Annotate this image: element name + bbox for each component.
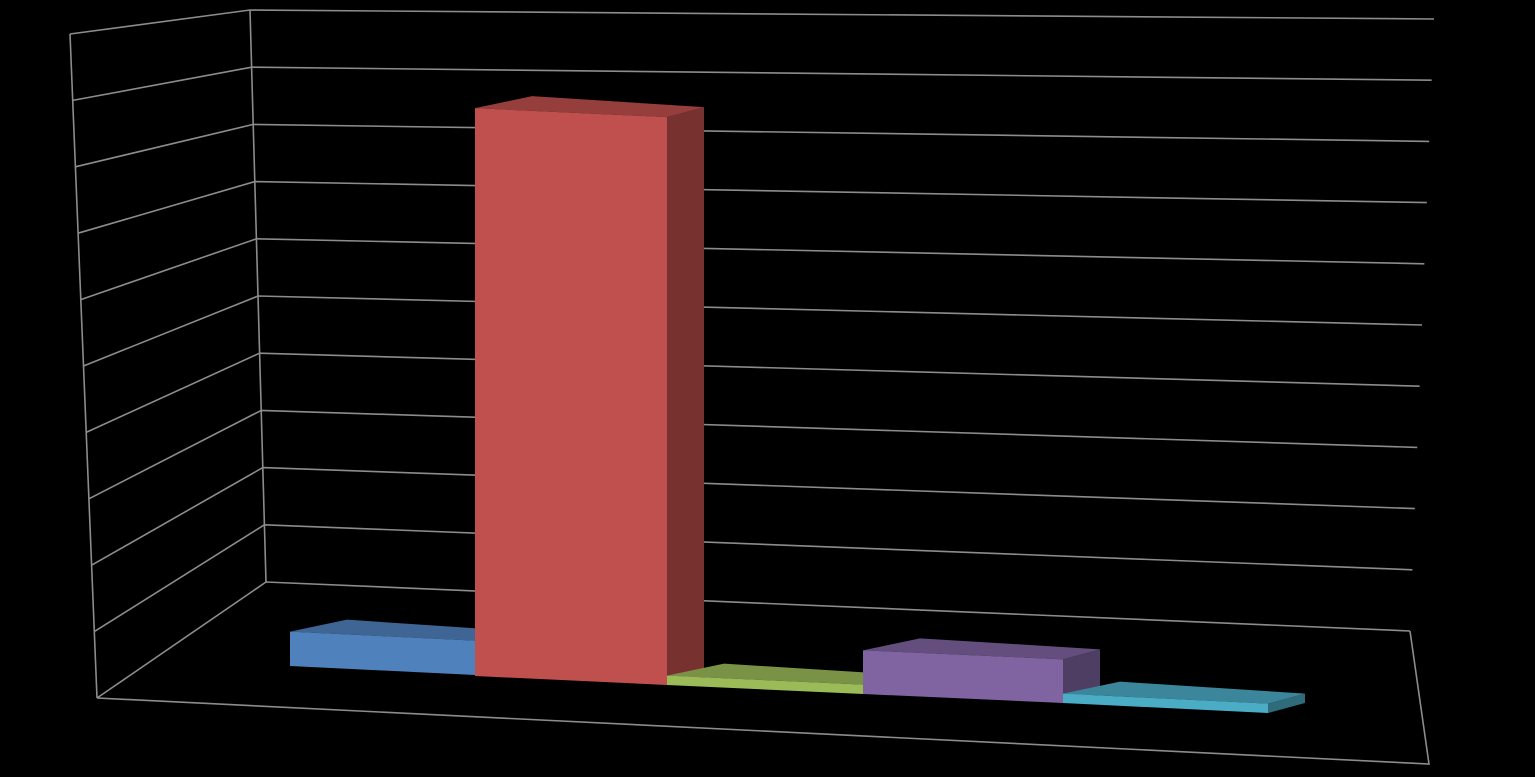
gridline [73,67,1432,100]
axis-edge-left [70,34,97,698]
bar-front [475,108,667,685]
bar-4 [863,638,1100,703]
gridline [75,124,1429,166]
bar-front [863,650,1063,703]
gridline [94,525,1412,632]
gridline [70,10,1434,34]
gridline [86,353,1419,432]
bar-2 [475,96,704,685]
bar-side [667,107,704,685]
bar-5 [1063,682,1305,713]
chart-walls [70,10,1434,764]
gridline [92,468,1415,566]
gridline [84,296,1423,366]
gridline [81,239,1425,300]
gridline [78,182,1427,234]
